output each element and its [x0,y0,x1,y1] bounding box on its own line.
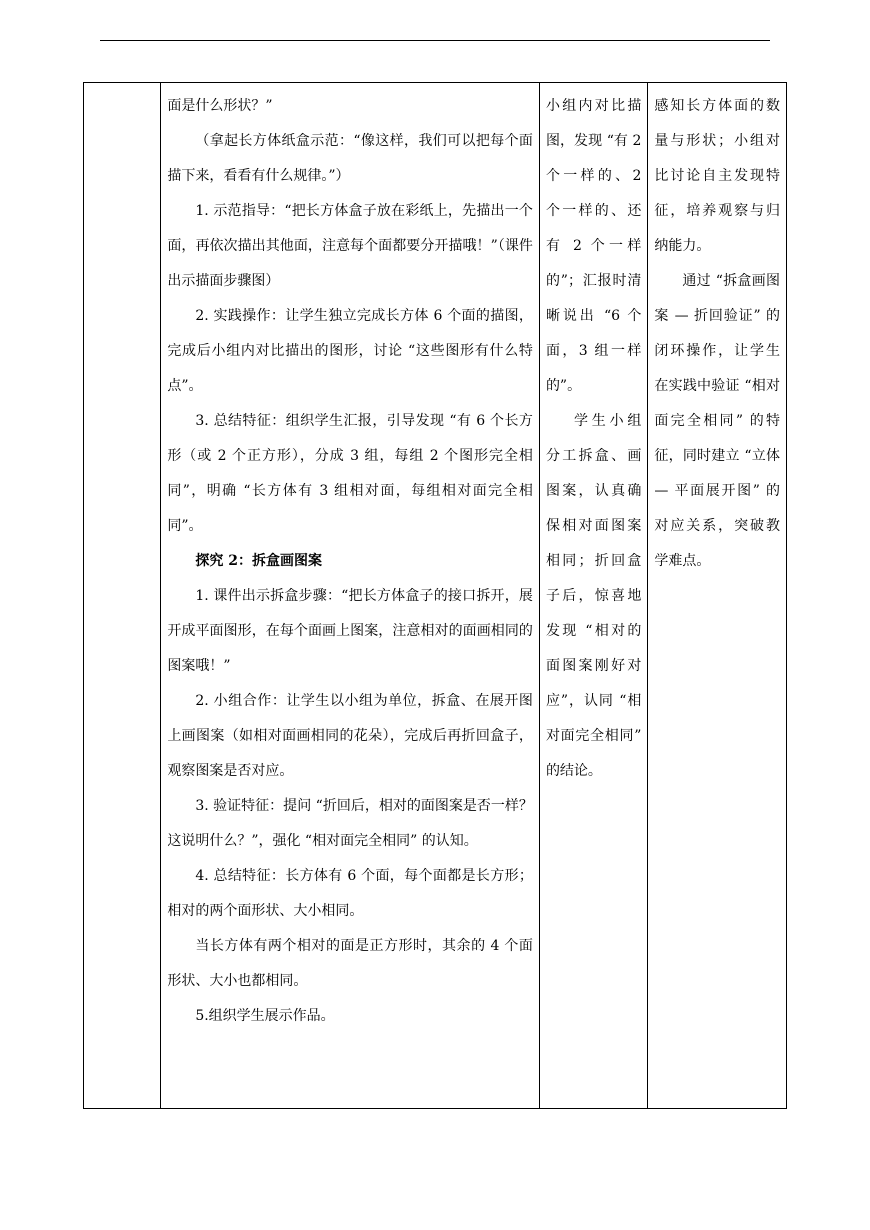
student-paragraph: 小组内对比描图，发现 “有 2 个一样的、2 个一样的、还有 2 个一样的”；汇报时清晰说出 “6 个面，3 组一样的”。 [545,98,642,394]
teacher-paragraph: （拿起长方体纸盒示范：“像这样，我们可以把每个面描下来，看看有什么规律。”） [167,133,533,184]
teacher-paragraph: 1. 示范指导：“把长方体盒子放在彩纸上，先描出一个面，再依次描出其他面，注意每个面都要分开描哦！”（课件出示描面步骤图） [167,203,533,289]
teacher-activity-cell [161,83,540,1109]
design-intent-cell [648,83,787,1109]
table-row [84,83,787,1109]
student-paragraph: 学生小组分工拆盒、画图案，认真确保相对面图案相同；折回盒子后，惊喜地发现 “相对的面图案刚好对应”，认同 “相对面完全相同” 的结论。 [545,413,642,779]
lesson-plan-table [83,82,787,1109]
header-rule [100,40,770,41]
teacher-paragraph: 当长方体有两个相对的面是正方形时，其余的 4 个面形状、大小也都相同。 [167,938,533,989]
teacher-paragraph: 5.组织学生展示作品。 [195,1008,335,1024]
intent-paragraph: 感知长方体面的数量与形状；小组对比讨论自主发现特征，培养观察与归纳能力。 [654,98,780,254]
stage-cell [84,83,161,1109]
student-activity-cell [539,83,647,1109]
intent-paragraph: 通过 “拆盒画图案 — 折回验证” 的闭环操作，让学生在实践中验证 “相对面完全相同” 的特征，同时建立 “立体 — 平面展开图” 的对应关系，突破教学难点。 [654,273,780,569]
teacher-paragraph: 2. 小组合作：让学生以小组为单位，拆盒、在展开图上画图案（如相对面画相同的花朵），完成后再折回盒子，观察图案是否对应。 [167,693,533,779]
teacher-paragraph: 2. 实践操作：让学生独立完成长方体 6 个面的描图，完成后小组内对比描出的图形，讨论 “这些图形有什么特点”。 [167,308,533,394]
teacher-paragraph: 探究 2：拆盒画图案 [195,553,322,569]
teacher-paragraph: 3. 验证特征：提问 “折回后，相对的面图案是否一样？这说明什么？”，强化 “相对面完全相同” 的认知。 [167,798,533,849]
teacher-paragraph: 1. 课件出示拆盒步骤：“把长方体盒子的接口拆开，展开成平面图形，在每个面画上图案，注意相对的面画相同的图案哦！” [167,588,533,674]
teacher-paragraph: 3. 总结特征：组织学生汇报，引导发现 “有 6 个长方形（或 2 个正方形），分成 3 组，每组 2 个图形完全相同”，明确 “长方体有 3 组相对面，每组相对面完全相同”。 [167,413,533,534]
teacher-paragraph: 4. 总结特征：长方体有 6 个面，每个面都是长方形；相对的两个面形状、大小相同。 [167,868,533,919]
teacher-paragraph: 面是什么形状？” [167,98,273,114]
